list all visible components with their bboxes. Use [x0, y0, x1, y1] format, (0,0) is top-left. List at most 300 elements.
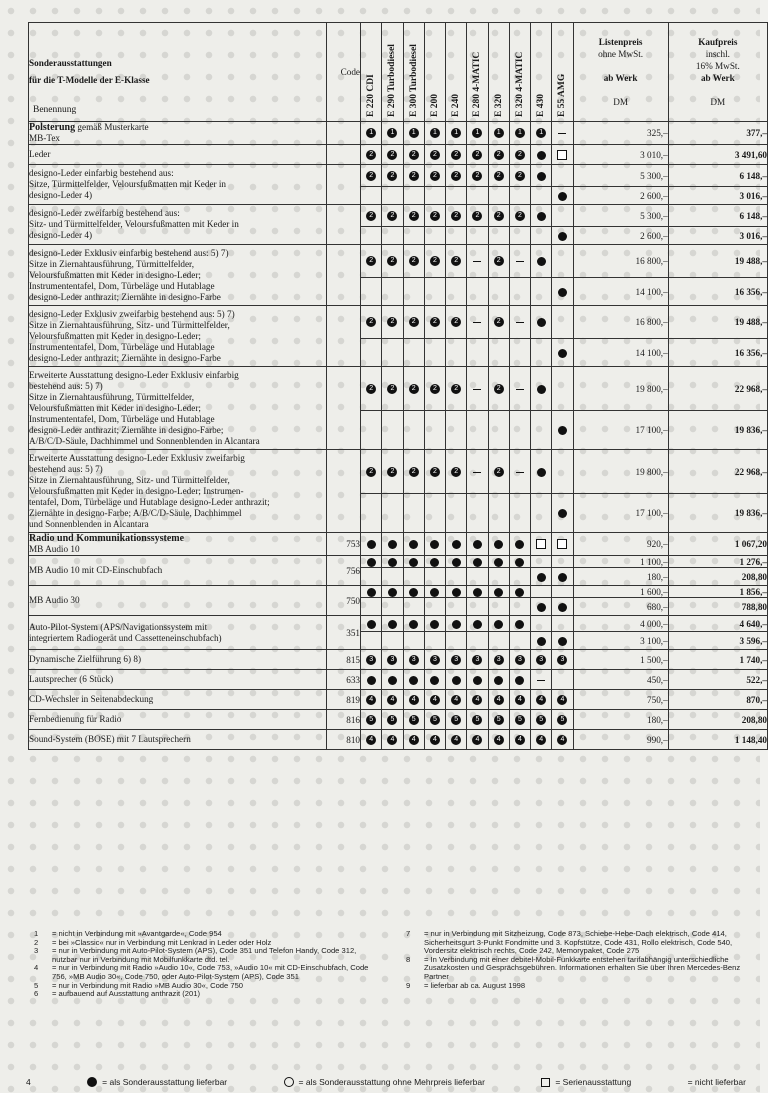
- square-icon: [557, 150, 567, 160]
- list-price: 17 100,–: [573, 494, 668, 533]
- filled-circle-icon: [537, 637, 546, 646]
- list-price: 19 800,–: [573, 450, 668, 494]
- legend-standard: = Serienausstattung: [541, 1077, 631, 1087]
- filled-circle-icon: [367, 540, 376, 549]
- item-code: 810: [326, 730, 360, 750]
- table-row: [29, 145, 768, 165]
- numbered-circle-icon: 5: [387, 715, 397, 725]
- availability-cell: [424, 450, 445, 494]
- footnote: 5 = nur in Verbindung mit Radio »MB Audio 30«, Code 750: [34, 980, 244, 990]
- table-row: [29, 245, 768, 278]
- item-line: Sitze in Ziernahtausführung, Sitz- und Türmittelfelder,: [29, 474, 230, 485]
- item-code: [326, 367, 360, 450]
- item-line: Leder: [29, 149, 51, 159]
- availability-cell: [382, 710, 403, 730]
- availability-cell: [552, 450, 573, 494]
- filled-circle-icon: [537, 603, 546, 612]
- availability-cell: [403, 632, 424, 650]
- numbered-circle-icon: 2: [451, 211, 461, 221]
- availability-cell: [403, 450, 424, 494]
- availability-cell: [382, 339, 403, 367]
- numbered-circle-icon: 3: [387, 655, 397, 665]
- availability-cell: [531, 122, 552, 145]
- item-line: Sitze, Türmittelfelder, Veloursfußmatten mit Keder in: [29, 179, 227, 189]
- purchase-price: 3 016,–: [668, 227, 767, 245]
- availability-cell: [467, 556, 488, 568]
- dash-icon: [473, 389, 481, 390]
- filled-circle-icon: [430, 676, 439, 685]
- purchase-price: 1 740,–: [668, 650, 767, 670]
- availability-cell: [361, 367, 382, 411]
- numbered-circle-icon: 2: [366, 150, 376, 160]
- filled-circle-icon: [409, 558, 418, 567]
- availability-cell: [467, 690, 488, 710]
- purchase-price: 3 016,–: [668, 187, 767, 205]
- item-line: integriertem Radiogerät und Cassetteneinschubfach): [29, 632, 222, 643]
- availability-cell: [552, 227, 573, 245]
- list-price: 3 010,–: [573, 145, 668, 165]
- availability-cell: [552, 533, 573, 556]
- availability-cell: [531, 690, 552, 710]
- numbered-circle-icon: 2: [409, 171, 419, 181]
- availability-cell: [509, 278, 530, 306]
- table-row: [29, 730, 768, 750]
- list-price: 5 300,–: [573, 165, 668, 187]
- availability-cell: [509, 616, 530, 632]
- item-name: [29, 650, 327, 670]
- availability-cell: [552, 670, 573, 690]
- availability-cell: [382, 450, 403, 494]
- item-line: Dynamische Zielführung 6) 8): [29, 654, 142, 664]
- list-price: 325,–: [573, 122, 668, 145]
- availability-cell: [509, 670, 530, 690]
- availability-cell: [403, 598, 424, 616]
- filled-circle-icon: [558, 637, 567, 646]
- item-line: und Sonnenblenden in Alcantara: [29, 518, 149, 529]
- numbered-circle-icon: 5: [472, 715, 482, 725]
- item-line: designo-Leder anthrazit; Ziernähte in designo-Farbe: [29, 291, 221, 302]
- availability-cell: [446, 339, 467, 367]
- numbered-circle-icon: 4: [409, 695, 419, 705]
- availability-cell: [382, 650, 403, 670]
- item-code: 756: [326, 556, 360, 586]
- availability-cell: [361, 690, 382, 710]
- availability-cell: [361, 586, 382, 598]
- list-price: 5 300,–: [573, 205, 668, 227]
- filled-circle-icon: [430, 620, 439, 629]
- item-name: [29, 710, 327, 730]
- filled-circle-icon: [537, 212, 546, 221]
- item-name: [29, 205, 327, 245]
- numbered-circle-icon: 1: [494, 128, 504, 138]
- availability-cell: [488, 367, 509, 411]
- numbered-circle-icon: 1: [451, 128, 461, 138]
- filled-circle-icon: [388, 558, 397, 567]
- purchase-price: 16 356,–: [668, 339, 767, 367]
- availability-cell: [446, 450, 467, 494]
- numbered-circle-icon: 2: [451, 467, 461, 477]
- numbered-circle-icon: 2: [409, 211, 419, 221]
- square-icon: [557, 539, 567, 549]
- numbered-circle-icon: 4: [536, 695, 546, 705]
- model-header: E 55 AMG: [552, 23, 573, 122]
- availability-cell: [531, 556, 552, 568]
- purchase-price: 4 640,–: [668, 616, 767, 632]
- item-name: [29, 616, 327, 650]
- numbered-circle-icon: 4: [409, 735, 419, 745]
- availability-cell: [403, 730, 424, 750]
- item-line: Instrumententafel, Dom, Türbeläge und Hutablage: [29, 413, 215, 424]
- availability-cell: [531, 730, 552, 750]
- list-price: 14 100,–: [573, 339, 668, 367]
- filled-circle-icon: [494, 676, 503, 685]
- numbered-circle-icon: 3: [430, 655, 440, 665]
- purchase-price: 1 067,20: [668, 533, 767, 556]
- purchase-price: 788,80: [668, 598, 767, 616]
- model-header: E 430: [531, 23, 552, 122]
- availability-cell: [361, 187, 382, 205]
- availability-cell: [403, 306, 424, 339]
- numbered-circle-icon: 1: [472, 128, 482, 138]
- equipment-table: [28, 22, 768, 750]
- numbered-circle-icon: 2: [494, 150, 504, 160]
- numbered-circle-icon: 2: [451, 256, 461, 266]
- purchase-price: 3 596,–: [668, 632, 767, 650]
- item-code: 633: [326, 670, 360, 690]
- filled-circle-icon: [367, 588, 376, 597]
- availability-cell: [446, 227, 467, 245]
- numbered-circle-icon: 2: [515, 150, 525, 160]
- availability-cell: [403, 187, 424, 205]
- filled-circle-icon: [452, 676, 461, 685]
- filled-circle-icon: [452, 540, 461, 549]
- availability-cell: [552, 245, 573, 278]
- numbered-circle-icon: 2: [472, 171, 482, 181]
- numbered-circle-icon: 3: [536, 655, 546, 665]
- availability-cell: [488, 670, 509, 690]
- availability-cell: [424, 670, 445, 690]
- legend-no-charge: = als Sonderausstattung ohne Mehrpreis lieferbar: [284, 1077, 485, 1087]
- availability-cell: [467, 411, 488, 450]
- availability-cell: [446, 306, 467, 339]
- filled-circle-icon: [452, 558, 461, 567]
- numbered-circle-icon: 5: [430, 715, 440, 725]
- purchase-price: 377,–: [668, 122, 767, 145]
- filled-circle-icon: [537, 151, 546, 160]
- numbered-circle-icon: 5: [494, 715, 504, 725]
- item-name: [29, 556, 327, 586]
- purchase-price: 6 148,–: [668, 205, 767, 227]
- filled-circle-icon: [537, 257, 546, 266]
- numbered-circle-icon: 2: [430, 211, 440, 221]
- availability-cell: [403, 122, 424, 145]
- item-name: [29, 306, 327, 367]
- numbered-circle-icon: 3: [366, 655, 376, 665]
- numbered-circle-icon: 4: [494, 695, 504, 705]
- availability-cell: [403, 145, 424, 165]
- availability-cell: [531, 205, 552, 227]
- availability-cell: [446, 616, 467, 632]
- availability-cell: [361, 533, 382, 556]
- availability-cell: [509, 227, 530, 245]
- availability-cell: [403, 494, 424, 533]
- item-line: designo-Leder Exklusiv zweifarbig bestehend aus: 5) 7): [29, 308, 235, 319]
- availability-cell: [531, 586, 552, 598]
- numbered-circle-icon: 1: [409, 128, 419, 138]
- filled-circle-icon: [558, 573, 567, 582]
- model-header: E 290 Turbodiesel: [382, 23, 403, 122]
- purchase-price: 19 488,–: [668, 306, 767, 339]
- square-icon: [541, 1078, 550, 1087]
- item-line: designo-Leder Exklusiv einfarbig bestehend aus: 5) 7): [29, 247, 229, 258]
- numbered-circle-icon: 1: [430, 128, 440, 138]
- list-price: 14 100,–: [573, 278, 668, 306]
- numbered-circle-icon: 2: [430, 467, 440, 477]
- availability-cell: [446, 670, 467, 690]
- table-row: [29, 586, 768, 598]
- purchase-price: 22 968,–: [668, 450, 767, 494]
- benennung-header: Benennung: [33, 105, 77, 115]
- list-price: 920,–: [573, 533, 668, 556]
- availability-cell: [424, 616, 445, 632]
- availability-cell: [531, 187, 552, 205]
- numbered-circle-icon: 4: [430, 695, 440, 705]
- availability-cell: [382, 632, 403, 650]
- availability-cell: [531, 568, 552, 586]
- list-price: 1 500,–: [573, 650, 668, 670]
- filled-circle-icon: [430, 540, 439, 549]
- section-title: Radio und Kommunikationssysteme: [29, 533, 185, 544]
- availability-cell: [382, 278, 403, 306]
- availability-cell: [509, 494, 530, 533]
- filled-circle-icon: [558, 603, 567, 612]
- availability-cell: [403, 710, 424, 730]
- filled-circle-icon: [494, 620, 503, 629]
- availability-cell: [552, 632, 573, 650]
- numbered-circle-icon: 1: [366, 128, 376, 138]
- table-row: [29, 616, 768, 632]
- filled-circle-icon: [558, 426, 567, 435]
- availability-cell: [361, 568, 382, 586]
- availability-cell: [531, 650, 552, 670]
- availability-cell: [531, 670, 552, 690]
- availability-cell: [488, 494, 509, 533]
- availability-cell: [531, 367, 552, 411]
- availability-cell: [424, 278, 445, 306]
- availability-cell: [382, 568, 403, 586]
- availability-cell: [361, 450, 382, 494]
- filled-circle-icon: [473, 558, 482, 567]
- item-name: [29, 367, 327, 450]
- list-price: 450,–: [573, 670, 668, 690]
- availability-cell: [424, 632, 445, 650]
- item-line: Sitz- und Türmittelfelder, Veloursfußmatten mit Keder in: [29, 219, 239, 229]
- numbered-circle-icon: 4: [430, 735, 440, 745]
- availability-cell: [552, 616, 573, 632]
- availability-cell: [509, 586, 530, 598]
- numbered-circle-icon: 2: [430, 256, 440, 266]
- availability-cell: [446, 556, 467, 568]
- availability-cell: [509, 598, 530, 616]
- availability-cell: [467, 568, 488, 586]
- availability-cell: [446, 494, 467, 533]
- availability-cell: [531, 227, 552, 245]
- availability-cell: [424, 227, 445, 245]
- item-line: Veloursfußmatten mit Keder in designo-Leder;: [29, 402, 201, 413]
- availability-cell: [552, 568, 573, 586]
- filled-circle-icon: [515, 676, 524, 685]
- availability-cell: [467, 278, 488, 306]
- availability-cell: [403, 411, 424, 450]
- availability-cell: [361, 411, 382, 450]
- numbered-circle-icon: 2: [366, 256, 376, 266]
- availability-cell: [446, 650, 467, 670]
- availability-cell: [424, 598, 445, 616]
- availability-cell: [509, 650, 530, 670]
- availability-cell: [509, 145, 530, 165]
- availability-cell: [424, 165, 445, 187]
- availability-cell: [552, 278, 573, 306]
- availability-cell: [488, 165, 509, 187]
- item-line: bestehend aus: 5) 7): [29, 380, 103, 391]
- numbered-circle-icon: 1: [536, 128, 546, 138]
- item-line: Ziernähte in designo-Farbe; A/B/C/D-Säule, Dachhimmel: [29, 507, 242, 518]
- availability-cell: [446, 533, 467, 556]
- list-price: 16 800,–: [573, 306, 668, 339]
- availability-cell: [509, 245, 530, 278]
- availability-cell: [382, 245, 403, 278]
- availability-cell: [403, 690, 424, 710]
- purchase-price: 522,–: [668, 670, 767, 690]
- availability-cell: [488, 227, 509, 245]
- item-line: Sitze in Ziernahtausführung, Türmittelfelder,: [29, 258, 195, 269]
- availability-cell: [424, 339, 445, 367]
- list-price: 750,–: [573, 690, 668, 710]
- availability-cell: [403, 339, 424, 367]
- purchase-price: 1 148,40: [668, 730, 767, 750]
- availability-cell: [467, 122, 488, 145]
- purchase-price: 19 488,–: [668, 245, 767, 278]
- availability-cell: [467, 339, 488, 367]
- model-header: E 200: [424, 23, 445, 122]
- availability-cell: [446, 165, 467, 187]
- availability-cell: [552, 367, 573, 411]
- dash-icon: [473, 472, 481, 473]
- title-line-1: Sonderausstattungen: [29, 58, 112, 68]
- item-line: MB-Tex: [29, 133, 60, 143]
- availability-cell: [446, 187, 467, 205]
- list-price: 2 600,–: [573, 187, 668, 205]
- availability-cell: [467, 586, 488, 598]
- table-row: [29, 690, 768, 710]
- filled-circle-icon: [558, 509, 567, 518]
- numbered-circle-icon: 2: [409, 467, 419, 477]
- availability-cell: [446, 411, 467, 450]
- filled-circle-icon: [367, 676, 376, 685]
- availability-cell: [403, 650, 424, 670]
- numbered-circle-icon: 2: [494, 317, 504, 327]
- listenpreis-header: Listenpreis ohne MwSt. ab Werk DM: [573, 23, 668, 122]
- availability-cell: [382, 227, 403, 245]
- availability-cell: [403, 278, 424, 306]
- item-code: 351: [326, 616, 360, 650]
- availability-cell: [531, 616, 552, 632]
- purchase-price: 22 968,–: [668, 367, 767, 411]
- availability-cell: [424, 690, 445, 710]
- availability-cell: [488, 616, 509, 632]
- numbered-circle-icon: 5: [451, 715, 461, 725]
- availability-cell: [446, 245, 467, 278]
- table-row: [29, 367, 768, 411]
- item-name: [29, 730, 327, 750]
- availability-cell: [531, 339, 552, 367]
- availability-cell: [552, 339, 573, 367]
- numbered-circle-icon: 2: [409, 256, 419, 266]
- open-circle-icon: [284, 1077, 294, 1087]
- purchase-price: 1 276,–: [668, 556, 767, 568]
- table-row: [29, 306, 768, 339]
- availability-cell: [467, 187, 488, 205]
- item-code: [326, 450, 360, 533]
- availability-cell: [509, 730, 530, 750]
- numbered-circle-icon: 1: [387, 128, 397, 138]
- item-line: designo-Leder einfarbig bestehend aus:: [29, 168, 174, 178]
- availability-cell: [424, 245, 445, 278]
- item-line: Veloursfußmatten mit Keder in designo-Leder; Instrumen-: [29, 485, 244, 496]
- availability-cell: [467, 533, 488, 556]
- numbered-circle-icon: 2: [387, 150, 397, 160]
- filled-circle-icon: [558, 349, 567, 358]
- item-line: designo-Leder 4): [29, 230, 93, 240]
- availability-cell: [467, 306, 488, 339]
- item-code: 816: [326, 710, 360, 730]
- availability-cell: [382, 616, 403, 632]
- availability-cell: [361, 245, 382, 278]
- item-line: Erweiterte Ausstattung designo-Leder Exklusiv einfarbig: [29, 369, 239, 380]
- numbered-circle-icon: 4: [515, 695, 525, 705]
- availability-cell: [382, 533, 403, 556]
- availability-cell: [424, 650, 445, 670]
- numbered-circle-icon: 5: [536, 715, 546, 725]
- numbered-circle-icon: 5: [409, 715, 419, 725]
- availability-cell: [424, 411, 445, 450]
- availability-cell: [531, 245, 552, 278]
- availability-cell: [488, 187, 509, 205]
- section-title: Polsterung: [29, 122, 76, 133]
- availability-cell: [382, 306, 403, 339]
- numbered-circle-icon: 2: [387, 467, 397, 477]
- numbered-circle-icon: 2: [430, 150, 440, 160]
- availability-cell: [552, 205, 573, 227]
- availability-cell: [552, 730, 573, 750]
- availability-cell: [446, 205, 467, 227]
- list-price: 180,–: [573, 568, 668, 586]
- filled-circle-icon: [409, 540, 418, 549]
- availability-cell: [382, 165, 403, 187]
- availability-cell: [403, 205, 424, 227]
- availability-cell: [467, 598, 488, 616]
- availability-cell: [509, 450, 530, 494]
- item-code: [326, 245, 360, 306]
- footnote: 1 = nicht in Verbindung mit »Avantgarde«, Code 954: [34, 929, 222, 938]
- numbered-circle-icon: 2: [494, 211, 504, 221]
- item-line: Sitze in Ziernahtausführung, Sitz- und Türmittelfelder,: [29, 319, 230, 330]
- purchase-price: 208,80: [668, 710, 767, 730]
- availability-cell: [552, 650, 573, 670]
- dash-icon: [516, 389, 524, 390]
- item-line: MB Audio 30: [29, 595, 80, 605]
- availability-cell: [488, 710, 509, 730]
